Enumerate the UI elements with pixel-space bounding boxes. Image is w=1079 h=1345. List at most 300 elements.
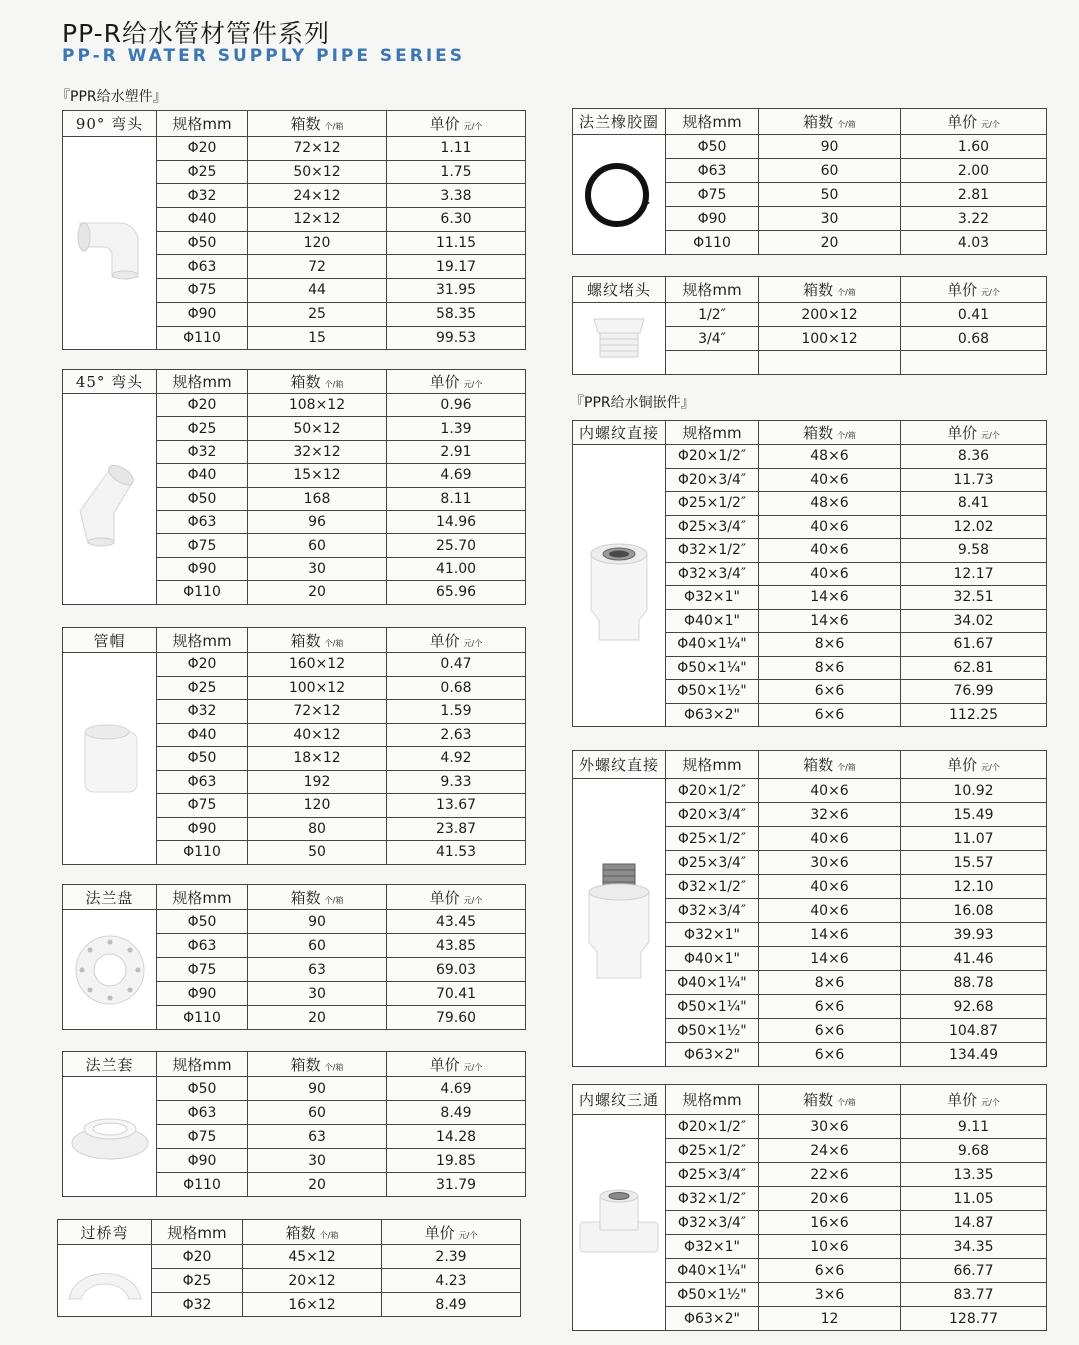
spec-header <box>666 751 759 779</box>
unit-price-header-unit: 元/个 <box>981 120 1000 129</box>
unit-price-cell: 14.87 <box>901 1211 1047 1235</box>
box-count-cell: 6×6 <box>759 1043 901 1067</box>
spec-header <box>666 277 759 303</box>
unit-price-header <box>387 885 526 910</box>
box-count-cell: 12 <box>759 1307 901 1331</box>
product-image <box>63 1077 157 1197</box>
box-count-header-text: 箱数 <box>803 424 834 442</box>
unit-price-header-unit: 元/个 <box>463 380 483 389</box>
unit-price-cell: 4.69 <box>387 464 526 487</box>
box-count-cell: 8×6 <box>759 656 901 680</box>
product-image <box>63 394 157 605</box>
unit-price-cell: 41.46 <box>901 947 1047 971</box>
unit-price-cell: 11.73 <box>901 468 1047 492</box>
spec-cell: Φ32×1/2″ <box>666 875 759 899</box>
table-row <box>63 394 526 417</box>
spec-cell <box>666 351 759 375</box>
box-count-header-text: 箱数 <box>803 1091 834 1109</box>
spec-cell: Φ20×1/2″ <box>666 1115 759 1139</box>
box-count-cell: 20 <box>248 581 387 604</box>
table-flange-gasket <box>572 108 1047 255</box>
table-row <box>573 779 1047 803</box>
box-count-cell: 16×6 <box>759 1211 901 1235</box>
product-image <box>58 1245 152 1317</box>
spec-cell: Φ20 <box>157 653 248 677</box>
product-image <box>573 135 666 255</box>
unit-price-header <box>387 1052 526 1077</box>
product-image <box>63 910 157 1030</box>
box-count-cell: 30 <box>248 1149 387 1173</box>
unit-price-header-text: 单价 <box>429 373 460 391</box>
box-count-header-text: 箱数 <box>285 1223 316 1242</box>
box-count-header-unit: 个/箱 <box>837 120 856 129</box>
unit-price-cell: 4.23 <box>382 1269 521 1293</box>
unit-price-cell: 1.39 <box>387 417 526 440</box>
unit-price-cell: 13.35 <box>901 1163 1047 1187</box>
page-title: PP-R给水管材管件系列 <box>62 19 330 48</box>
box-count-cell: 90 <box>248 910 387 934</box>
spec-header <box>666 1085 759 1115</box>
box-count-cell: 22×6 <box>759 1163 901 1187</box>
spec-cell: Φ25 <box>152 1269 243 1293</box>
box-count-header-text: 箱数 <box>290 1055 321 1074</box>
spec-cell: Φ63 <box>157 934 248 958</box>
spec-cell: Φ20 <box>152 1245 243 1269</box>
spec-header-text: 规格mm <box>682 1091 742 1109</box>
box-count-header-unit: 个/箱 <box>324 1062 344 1072</box>
unit-price-cell: 104.87 <box>901 1019 1047 1043</box>
box-count-cell: 40×6 <box>759 779 901 803</box>
spec-cell: Φ20 <box>157 394 248 417</box>
spec-cell: Φ90 <box>666 207 759 231</box>
unit-price-cell: 112.25 <box>901 703 1047 727</box>
spec-cell: Φ110 <box>157 1006 248 1030</box>
table-row <box>573 303 1047 327</box>
unit-price-cell: 11.15 <box>387 231 526 255</box>
box-count-cell: 80 <box>248 817 387 841</box>
unit-price-cell: 9.58 <box>901 539 1047 563</box>
spec-cell: Φ32×1" <box>666 586 759 610</box>
box-count-cell: 60 <box>759 159 901 183</box>
spec-cell: Φ50 <box>157 910 248 934</box>
unit-price-cell: 134.49 <box>901 1043 1047 1067</box>
unit-price-header <box>382 1220 521 1245</box>
box-count-cell: 72×12 <box>248 700 387 724</box>
spec-header-text: 规格mm <box>172 1055 232 1074</box>
unit-price-cell: 3.22 <box>901 207 1047 231</box>
unit-price-cell: 12.10 <box>901 875 1047 899</box>
spec-cell: Φ75 <box>157 279 248 303</box>
unit-price-header-text: 单价 <box>947 281 978 299</box>
spec-header-text: 规格mm <box>167 1223 227 1242</box>
product-name <box>63 370 157 394</box>
unit-price-header <box>901 109 1047 135</box>
product-name-text: 法兰套 <box>85 1055 134 1074</box>
box-count-cell: 6×6 <box>759 680 901 704</box>
box-count-cell: 48×6 <box>759 492 901 516</box>
box-count-cell: 108×12 <box>248 394 387 417</box>
product-image <box>63 137 157 350</box>
spec-header-text: 规格mm <box>682 113 742 131</box>
spec-cell: Φ20×1/2″ <box>666 779 759 803</box>
spec-cell: Φ25×3/4″ <box>666 851 759 875</box>
unit-price-header-unit: 元/个 <box>463 1062 483 1072</box>
box-count-cell: 60 <box>248 934 387 958</box>
spec-cell: Φ25×3/4″ <box>666 515 759 539</box>
spec-cell: Φ50 <box>157 487 248 510</box>
spec-cell: Φ20×1/2″ <box>666 445 759 469</box>
spec-cell: Φ20×3/4″ <box>666 803 759 827</box>
box-count-cell: 30×6 <box>759 1115 901 1139</box>
box-count-header <box>248 1052 387 1077</box>
unit-price-header <box>901 751 1047 779</box>
spec-cell: Φ50 <box>157 747 248 771</box>
box-count-cell: 160×12 <box>248 653 387 677</box>
spec-cell: Φ63×2" <box>666 1307 759 1331</box>
unit-price-cell: 62.81 <box>901 656 1047 680</box>
spec-header <box>666 421 759 445</box>
unit-price-header-text: 单价 <box>429 1055 460 1074</box>
unit-price-cell: 19.85 <box>387 1149 526 1173</box>
box-count-header <box>248 885 387 910</box>
spec-cell: Φ32×1/2″ <box>666 539 759 563</box>
section-label-plastic: 『PPR给水塑件』 <box>56 89 167 105</box>
unit-price-cell: 66.77 <box>901 1259 1047 1283</box>
unit-price-header <box>901 1085 1047 1115</box>
spec-cell: 3/4″ <box>666 327 759 351</box>
box-count-cell: 15×12 <box>248 464 387 487</box>
product-image <box>573 1115 666 1331</box>
table-row <box>573 135 1047 159</box>
box-count-cell: 40×6 <box>759 562 901 586</box>
unit-price-cell: 8.36 <box>901 445 1047 469</box>
unit-price-cell: 3.38 <box>387 184 526 208</box>
box-count-header-text: 箱数 <box>803 756 834 774</box>
spec-header-text: 规格mm <box>172 373 232 391</box>
box-count-cell: 20 <box>248 1006 387 1030</box>
unit-price-header-text: 单价 <box>947 424 978 442</box>
spec-cell: Φ63 <box>157 510 248 533</box>
box-count-cell: 120 <box>248 794 387 818</box>
table-row <box>573 445 1047 469</box>
unit-price-cell: 25.70 <box>387 534 526 557</box>
unit-price-cell: 16.08 <box>901 899 1047 923</box>
spec-cell: Φ50×1½" <box>666 1283 759 1307</box>
spec-cell: Φ110 <box>157 581 248 604</box>
unit-price-cell: 6.30 <box>387 208 526 232</box>
product-name-text: 管帽 <box>93 631 126 650</box>
unit-price-cell: 39.93 <box>901 923 1047 947</box>
box-count-header <box>248 370 387 394</box>
box-count-cell: 6×6 <box>759 1019 901 1043</box>
box-count-cell <box>759 351 901 375</box>
product-name <box>63 111 157 137</box>
unit-price-cell: 2.39 <box>382 1245 521 1269</box>
box-count-cell: 10×6 <box>759 1235 901 1259</box>
box-count-cell: 48×6 <box>759 445 901 469</box>
spec-header <box>152 1220 243 1245</box>
box-count-cell: 30 <box>248 557 387 580</box>
unit-price-header-text: 单价 <box>429 631 460 650</box>
product-name-text: 45° 弯头 <box>75 373 144 391</box>
box-count-header <box>759 109 901 135</box>
box-count-cell: 24×12 <box>248 184 387 208</box>
box-count-header-text: 箱数 <box>290 373 321 391</box>
unit-price-header-unit: 元/个 <box>463 895 483 905</box>
spec-cell: Φ90 <box>157 982 248 1006</box>
unit-price-cell: 0.68 <box>387 676 526 700</box>
spec-header-text: 规格mm <box>172 631 232 650</box>
spec-header-text: 规格mm <box>172 888 232 907</box>
product-image <box>63 653 157 865</box>
unit-price-cell: 12.17 <box>901 562 1047 586</box>
unit-price-cell: 65.96 <box>387 581 526 604</box>
table-pipe-cap <box>62 627 526 865</box>
unit-price-header-unit: 元/个 <box>981 1098 1000 1107</box>
unit-price-cell: 43.45 <box>387 910 526 934</box>
product-name-text: 法兰橡胶圈 <box>578 113 659 131</box>
product-image <box>573 445 666 727</box>
spec-cell: Φ75 <box>666 183 759 207</box>
spec-cell: Φ50 <box>157 231 248 255</box>
product-name <box>573 751 666 779</box>
unit-price-cell: 9.33 <box>387 770 526 794</box>
spec-cell: Φ25×1/2″ <box>666 492 759 516</box>
unit-price-cell: 13.67 <box>387 794 526 818</box>
spec-cell: Φ50 <box>157 1077 248 1101</box>
box-count-cell: 50×12 <box>248 417 387 440</box>
spec-cell: Φ40 <box>157 464 248 487</box>
spec-cell: Φ40×1¼" <box>666 971 759 995</box>
box-count-cell: 200×12 <box>759 303 901 327</box>
unit-price-cell: 61.67 <box>901 633 1047 657</box>
product-name <box>63 885 157 910</box>
product-name-text: 外螺纹直接 <box>578 756 659 774</box>
box-count-cell: 45×12 <box>243 1245 382 1269</box>
spec-cell: Φ32 <box>157 184 248 208</box>
box-count-cell: 40×6 <box>759 539 901 563</box>
unit-price-cell: 2.63 <box>387 723 526 747</box>
box-count-cell: 20 <box>248 1173 387 1197</box>
box-count-header <box>759 421 901 445</box>
spec-cell: Φ50×1¼" <box>666 656 759 680</box>
product-name <box>573 277 666 303</box>
box-count-header-text: 箱数 <box>290 115 321 133</box>
unit-price-header-unit: 元/个 <box>981 431 1000 440</box>
spec-cell: Φ75 <box>157 534 248 557</box>
box-count-cell: 168 <box>248 487 387 510</box>
table-crossover-bend <box>57 1219 521 1317</box>
unit-price-cell: 0.68 <box>901 327 1047 351</box>
box-count-header-unit: 个/箱 <box>324 895 344 905</box>
box-count-header-unit: 个/箱 <box>837 431 856 440</box>
spec-cell: Φ63×2" <box>666 1043 759 1067</box>
flange-plate-icon <box>63 930 156 1010</box>
unit-price-cell: 15.49 <box>901 803 1047 827</box>
spec-cell: Φ32 <box>152 1293 243 1317</box>
box-count-header <box>248 628 387 653</box>
box-count-cell: 30×6 <box>759 851 901 875</box>
thread-plug-icon <box>573 309 665 369</box>
box-count-cell: 40×6 <box>759 515 901 539</box>
spec-cell: Φ25 <box>157 160 248 184</box>
table-row <box>63 653 526 677</box>
unit-price-header-unit: 元/个 <box>463 638 483 648</box>
flange-sleeve-icon <box>63 1107 156 1167</box>
box-count-cell: 40×6 <box>759 827 901 851</box>
unit-price-cell: 8.11 <box>387 487 526 510</box>
box-count-cell: 14×6 <box>759 609 901 633</box>
spec-header-text: 规格mm <box>682 281 742 299</box>
spec-cell: Φ32 <box>157 440 248 463</box>
spec-cell: Φ63 <box>157 255 248 279</box>
box-count-header-text: 箱数 <box>803 113 834 131</box>
product-name <box>573 421 666 445</box>
box-count-cell: 40×6 <box>759 875 901 899</box>
box-count-cell: 120 <box>248 231 387 255</box>
spec-cell: Φ32×1" <box>666 923 759 947</box>
crossover-bend-icon <box>58 1259 151 1303</box>
box-count-header-unit: 个/箱 <box>837 763 856 772</box>
spec-header <box>157 111 248 137</box>
box-count-cell: 90 <box>759 135 901 159</box>
unit-price-cell: 23.87 <box>387 817 526 841</box>
box-count-cell: 16×12 <box>243 1293 382 1317</box>
spec-cell: Φ32×3/4″ <box>666 1211 759 1235</box>
unit-price-cell: 19.17 <box>387 255 526 279</box>
unit-price-header-text: 单价 <box>947 1091 978 1109</box>
spec-cell: Φ63 <box>157 770 248 794</box>
box-count-cell: 40×6 <box>759 468 901 492</box>
unit-price-header-unit: 元/个 <box>981 288 1000 297</box>
table-flange-sleeve <box>62 1051 526 1197</box>
female-thread-tee-icon <box>573 1178 665 1268</box>
product-name-text: 过桥弯 <box>80 1223 129 1242</box>
spec-cell: Φ90 <box>157 302 248 326</box>
box-count-cell: 72×12 <box>248 137 387 161</box>
box-count-cell: 6×6 <box>759 703 901 727</box>
spec-cell: Φ50×1¼" <box>666 995 759 1019</box>
product-name <box>63 1052 157 1077</box>
product-name-text: 90° 弯头 <box>75 115 144 133</box>
box-count-cell: 100×12 <box>248 676 387 700</box>
box-count-cell: 63 <box>248 958 387 982</box>
spec-cell: Φ90 <box>157 557 248 580</box>
unit-price-cell: 31.79 <box>387 1173 526 1197</box>
box-count-header-unit: 个/箱 <box>324 122 344 131</box>
product-image <box>573 303 666 375</box>
box-count-cell: 30 <box>759 207 901 231</box>
unit-price-cell: 76.99 <box>901 680 1047 704</box>
box-count-cell: 30 <box>248 982 387 1006</box>
unit-price-cell: 34.02 <box>901 609 1047 633</box>
product-image <box>573 779 666 1067</box>
box-count-header-unit: 个/箱 <box>324 380 344 389</box>
unit-price-cell: 41.00 <box>387 557 526 580</box>
unit-price-header-text: 单价 <box>947 113 978 131</box>
spec-cell: Φ63 <box>157 1101 248 1125</box>
unit-price-cell: 88.78 <box>901 971 1047 995</box>
rubber-gasket-ring-icon <box>573 155 665 235</box>
table-row <box>63 910 526 934</box>
spec-cell: Φ50×1½" <box>666 680 759 704</box>
spec-header-text: 规格mm <box>172 115 232 133</box>
unit-price-cell: 31.95 <box>387 279 526 303</box>
unit-price-header <box>901 277 1047 303</box>
box-count-header <box>759 751 901 779</box>
box-count-cell: 8×6 <box>759 633 901 657</box>
box-count-cell: 44 <box>248 279 387 303</box>
product-name <box>573 109 666 135</box>
box-count-cell: 40×12 <box>248 723 387 747</box>
spec-cell: Φ90 <box>157 817 248 841</box>
unit-price-cell: 0.47 <box>387 653 526 677</box>
unit-price-header-unit: 元/个 <box>981 763 1000 772</box>
spec-cell: Φ75 <box>157 794 248 818</box>
product-name-text: 内螺纹直接 <box>578 424 659 442</box>
section-label-copper: 『PPR给水铜嵌件』 <box>570 395 695 411</box>
box-count-cell: 50×12 <box>248 160 387 184</box>
box-count-cell: 8×6 <box>759 971 901 995</box>
unit-price-header <box>901 421 1047 445</box>
unit-price-header-text: 单价 <box>429 115 460 133</box>
spec-cell: Φ40 <box>157 208 248 232</box>
spec-cell: Φ32×1" <box>666 1235 759 1259</box>
unit-price-cell: 69.03 <box>387 958 526 982</box>
spec-cell: Φ50×1½" <box>666 1019 759 1043</box>
box-count-cell: 50 <box>248 841 387 865</box>
unit-price-cell: 0.41 <box>901 303 1047 327</box>
spec-cell: Φ110 <box>157 841 248 865</box>
female-thread-coupling-icon <box>573 526 665 646</box>
spec-cell: Φ110 <box>157 1173 248 1197</box>
unit-price-cell: 4.92 <box>387 747 526 771</box>
unit-price-cell: 92.68 <box>901 995 1047 1019</box>
box-count-cell: 20×12 <box>243 1269 382 1293</box>
box-count-cell: 32×6 <box>759 803 901 827</box>
unit-price-cell: 1.60 <box>901 135 1047 159</box>
elbow-45-fitting-icon <box>63 451 156 547</box>
spec-cell: Φ32×1/2″ <box>666 1187 759 1211</box>
spec-cell: Φ40×1¼" <box>666 1259 759 1283</box>
unit-price-header <box>387 628 526 653</box>
box-count-header <box>759 277 901 303</box>
table-row <box>573 1115 1047 1139</box>
box-count-cell: 60 <box>248 534 387 557</box>
spec-cell: Φ75 <box>157 958 248 982</box>
unit-price-cell: 9.11 <box>901 1115 1047 1139</box>
unit-price-header <box>387 370 526 394</box>
box-count-cell: 24×6 <box>759 1139 901 1163</box>
product-name <box>63 628 157 653</box>
box-count-header-unit: 个/箱 <box>319 1230 339 1240</box>
product-name-text: 内螺纹三通 <box>578 1091 659 1109</box>
box-count-cell: 20 <box>759 231 901 255</box>
unit-price-cell: 8.41 <box>901 492 1047 516</box>
box-count-header-text: 箱数 <box>290 888 321 907</box>
box-count-cell: 20×6 <box>759 1187 901 1211</box>
box-count-header <box>759 1085 901 1115</box>
table-thread-plug <box>572 276 1047 375</box>
spec-cell: Φ25 <box>157 676 248 700</box>
unit-price-cell <box>901 351 1047 375</box>
unit-price-cell: 11.05 <box>901 1187 1047 1211</box>
spec-cell: Φ20×3/4″ <box>666 468 759 492</box>
box-count-cell: 6×6 <box>759 995 901 1019</box>
box-count-cell: 40×6 <box>759 899 901 923</box>
table-elbow-45 <box>62 369 526 605</box>
box-count-cell: 14×6 <box>759 947 901 971</box>
